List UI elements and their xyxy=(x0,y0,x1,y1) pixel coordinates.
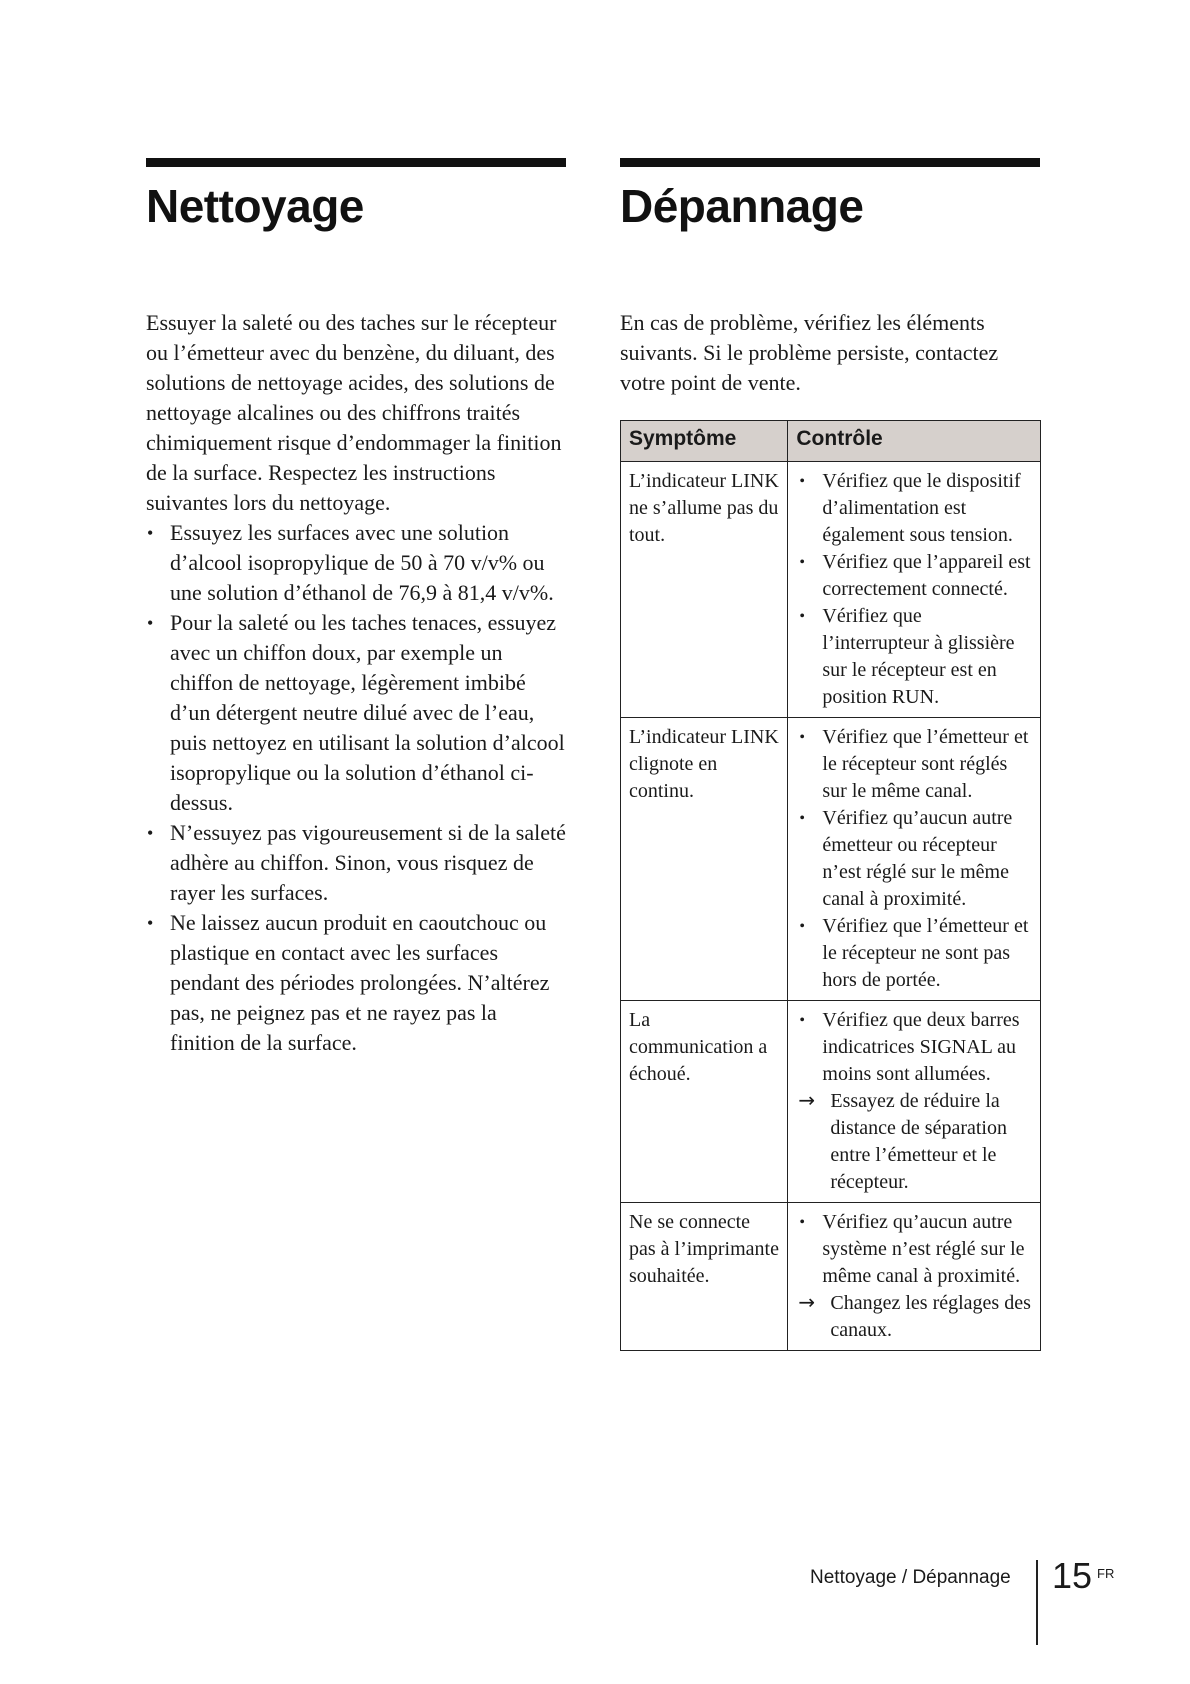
symptom-cell: L’indicateur LINK clignote en continu. xyxy=(621,717,788,1000)
check-item: • Vérifiez qu’aucun autre émetteur ou récepteur n’est réglé sur le même canal à proximité. xyxy=(796,805,1032,913)
cleaning-bullet: • Pour la saleté ou les taches tenaces, essuyez avec un chiffon doux, par exemple un chiffon de nettoyage, légèrement imbibé d’un détergent neutre dilué avec de l’eau, puis nettoyez en utilisant la solution d’alcool isopropylique ou la solution d’éthanol ci-dessus. xyxy=(146,608,566,818)
language-code: FR xyxy=(1097,1566,1115,1581)
symptom-cell: L’indicateur LINK ne s’allume pas du tout. xyxy=(621,461,788,717)
check-cell xyxy=(788,461,1041,717)
cleaning-section xyxy=(146,158,566,1058)
check-item: • Vérifiez que l’émetteur et le récepteur sont réglés sur le même canal. xyxy=(796,724,1032,805)
check-item: • Vérifiez qu’aucun autre système n’est réglé sur le même canal à proximité. xyxy=(796,1209,1032,1290)
check-cell xyxy=(788,717,1041,1000)
troubleshooting-title: Dépannage xyxy=(620,180,864,232)
cleaning-instructions xyxy=(146,518,566,1058)
troubleshooting-intro: En cas de problème, vérifiez les éléments suivants. Si le problème persiste, contactez votre point de vente. xyxy=(620,309,999,395)
table-row xyxy=(621,461,1041,717)
check-item: • Vérifiez que l’émetteur et le récepteur ne sont pas hors de portée. xyxy=(796,913,1032,994)
footer-section-label: Nettoyage / Dépannage xyxy=(810,1567,1011,1588)
symptom-cell: La communication a échoué. xyxy=(621,1000,788,1202)
cleaning-intro: Essuyer la saleté ou des taches sur le récepteur ou l’émetteur avec du benzène, du diluant, des solutions de nettoyage acides, des solutions de nettoyage alcalines ou des chiffrons traités chimiquement risque d’endommager la finition de la surface. Respectez les instructions suivantes lors du nettoyage. xyxy=(146,309,562,515)
table-row xyxy=(621,1202,1041,1350)
table-header-row xyxy=(621,420,1041,461)
section-rule xyxy=(620,158,1040,167)
table-row xyxy=(621,717,1041,1000)
section-rule xyxy=(146,158,566,167)
check-item: • Vérifiez que l’interrupteur à glissière sur le récepteur est en position RUN. xyxy=(796,603,1032,711)
check-cell xyxy=(788,1000,1041,1202)
table-row xyxy=(621,1000,1041,1202)
cleaning-bullet: • N’essuyez pas vigoureusement si de la saleté adhère au chiffon. Sinon, vous risquez de rayer les surfaces. xyxy=(146,818,566,908)
arrow-action-item: → Essayez de réduire la distance de séparation entre l’émetteur et le récepteur. xyxy=(796,1088,1032,1196)
troubleshooting-table xyxy=(620,420,1041,1351)
symptom-cell: Ne se connecte pas à l’imprimante souhaitée. xyxy=(621,1202,788,1350)
page-number: 15 xyxy=(1052,1555,1093,1596)
troubleshooting-section xyxy=(620,158,1040,1351)
check-cell xyxy=(788,1202,1041,1350)
cleaning-bullet: • Essuyez les surfaces avec une solution d’alcool isopropylique de 50 à 70 v/v% ou une solution d’éthanol de 76,9 à 81,4 v/v%. xyxy=(146,518,566,608)
check-item: • Vérifiez que le dispositif d’alimentation est également sous tension. xyxy=(796,468,1032,549)
cleaning-bullet: • Ne laissez aucun produit en caoutchouc ou plastique en contact avec les surfaces pendant des périodes prolongées. N’altérez pas, ne peignez pas et ne rayez pas la finition de la surface. xyxy=(146,908,566,1058)
check-item: • Vérifiez que deux barres indicatrices SIGNAL au moins sont allumées. xyxy=(796,1007,1032,1088)
header-symptom: Symptôme xyxy=(621,420,788,461)
arrow-action-item: → Changez les réglages des canaux. xyxy=(796,1290,1032,1344)
check-item: • Vérifiez que l’appareil est correctement connecté. xyxy=(796,549,1032,603)
header-check: Contrôle xyxy=(788,420,1041,461)
cleaning-title: Nettoyage xyxy=(146,180,364,232)
footer-divider xyxy=(1036,1560,1038,1645)
